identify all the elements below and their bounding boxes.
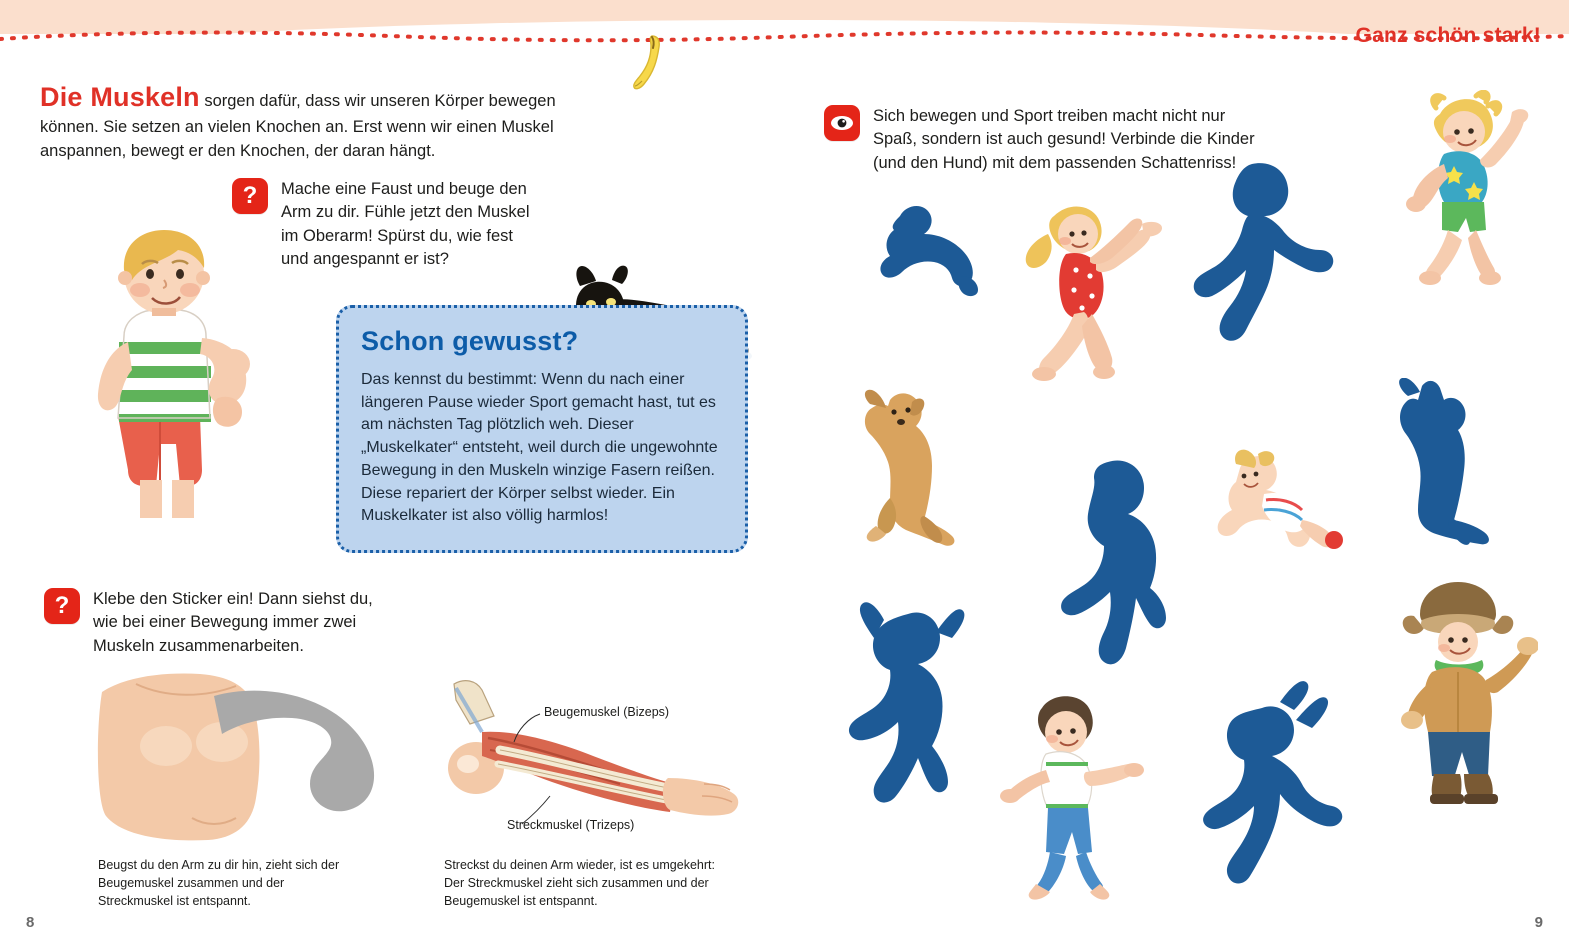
chapter-title: Ganz schön stark! bbox=[1355, 24, 1541, 47]
jumping-boy-blue-tank-top bbox=[1366, 90, 1546, 290]
caption-extended-arm: Streckst du deinen Arm wieder, ist es umgekehrt: Der Streckmuskel zieht sich zusammen und der Beugemuskel ist entspannt. bbox=[444, 858, 715, 909]
banner-dotted-line bbox=[0, 30, 1569, 44]
label-trizeps: Streckmuskel (Trizeps) bbox=[507, 818, 635, 832]
eye-icon bbox=[824, 105, 860, 141]
child-torso-with-sticker-arm-illustration bbox=[96, 668, 396, 848]
label-bizeps: Beugemuskel (Bizeps) bbox=[544, 705, 670, 719]
task-make-a-fist bbox=[232, 178, 531, 272]
caption-flexed-arm: Beugst du den Arm zu dir hin, zieht sich der Beugemuskel zusammen und der Streckmuskel ist entspannt. bbox=[98, 858, 340, 909]
question-mark-icon: ? bbox=[44, 588, 80, 624]
silhouette-running-child bbox=[1196, 672, 1356, 892]
child-in-winter-clothes bbox=[1378, 580, 1538, 820]
intro-text: sorgen dafür, dass wir unseren Körper bewegen können. Sie setzen an vielen Knochen an. Erst wenn wir einen Muskel anspannen, bewegt er den Knochen, der daran hängt. bbox=[40, 92, 556, 160]
task-sticker bbox=[44, 588, 393, 658]
anatomy-leader-lines bbox=[470, 690, 630, 850]
silhouette-walking-child bbox=[1190, 158, 1340, 368]
task-make-a-fist-text: Mache eine Faust und beuge den Arm zu dir. Fühle jetzt den Muskel im Oberarm! Spürst du, wie fest und angespannt er ist? bbox=[281, 180, 530, 269]
top-banner bbox=[0, 0, 1569, 62]
walking-boy-white-shirt bbox=[990, 686, 1150, 906]
page-number-right: 9 bbox=[1534, 914, 1543, 931]
boy-flexing-arm-illustration bbox=[40, 218, 270, 523]
did-you-know-title: Schon gewusst? bbox=[361, 326, 579, 356]
did-you-know-text: Das kennst du bestimmt: Wenn du nach einer längeren Pause wieder Sport gemacht hast, tut es am nächsten Tag plötzlich weh. Dieser „Muskelkater“ entsteht, weil durch die ungewohnte Bewegung in den Muskeln winzige Fasern reißen. Diese repariert der Körper selbst wieder. Ein Muskelkater ist also völlig harmlos! bbox=[361, 371, 718, 525]
did-you-know-box bbox=[336, 305, 748, 553]
standing-dog-begging bbox=[846, 388, 976, 548]
question-mark-icon: ? bbox=[232, 178, 268, 214]
running-girl-red-swimsuit bbox=[990, 196, 1170, 396]
silhouette-child-winter-clothes bbox=[1054, 456, 1184, 686]
silhouette-standing-dog bbox=[1378, 378, 1498, 548]
intro-paragraph bbox=[40, 78, 570, 163]
banana-illustration bbox=[632, 34, 676, 97]
task-match-shadows-text: Sich bewegen und Sport treiben macht nicht nur Spaß, sondern ist auch gesund! Verbinde die Kinder (und den Hund) mit dem passenden Schattenriss! bbox=[873, 107, 1255, 172]
page-number-left: 8 bbox=[26, 914, 35, 931]
silhouette-crawling-baby bbox=[866, 190, 986, 300]
task-sticker-text: Klebe den Sticker ein! Dann siehst du, wie bei einer Bewegung immer zwei Muskeln zusammenarbeiten. bbox=[93, 590, 373, 655]
silhouette-jumping-child bbox=[838, 580, 988, 810]
intro-highlight: Die Muskeln bbox=[40, 82, 200, 112]
crawling-baby-diaper bbox=[1206, 446, 1356, 566]
